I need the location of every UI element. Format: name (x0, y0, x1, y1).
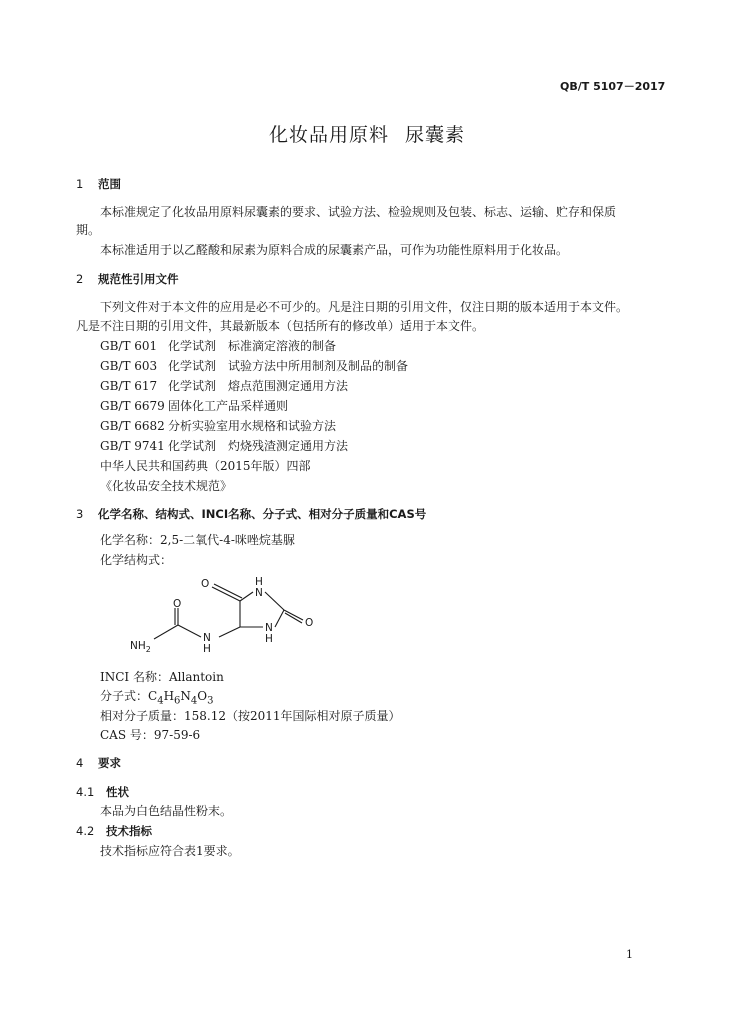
atom-o-top: O (201, 578, 210, 590)
chemical-name: 化学名称：2,5-二氧代-4-咪唑烷基脲 (100, 533, 295, 547)
atom-n-top: N (255, 587, 263, 599)
reference-title: 化学试剂 试验方法中所用制剂及制品的制备 (168, 359, 409, 373)
inci-label: INCI 名称： (100, 670, 169, 684)
formula-c-sub: 4 (157, 695, 164, 707)
atom-h-bottom: H (265, 633, 273, 645)
section-4-1-title: 性状 (106, 785, 129, 799)
reference-title: 化学试剂 灼烧残渣测定通用方法 (168, 439, 349, 453)
atom-o-chain: O (173, 598, 182, 610)
reference-item (100, 378, 348, 394)
bond (240, 592, 253, 601)
section-4-title: 要求 (98, 756, 121, 770)
atom-h-chain: H (203, 643, 211, 655)
page-number: 1 (626, 948, 633, 961)
formula-h: H (163, 689, 175, 703)
reference-title: 分析实验室用水规格和试验方法 (168, 419, 337, 433)
inci-value: Allantoin (168, 670, 224, 684)
atom-nh2 (130, 640, 151, 654)
reference-item (100, 418, 336, 434)
atom-h-top: H (255, 576, 263, 588)
section-2-intro-line-1: 下列文件对于本文件的应用是必不可少的。凡是注日期的引用文件，仅注日期的版本适用于本文件。 (100, 300, 629, 314)
atom-nh2-subscript: 2 (145, 645, 151, 654)
cas-number: CAS 号：97-59-6 (100, 728, 201, 742)
bond (178, 625, 201, 637)
reference-title: 化学试剂 熔点范围测定通用方法 (168, 379, 349, 393)
bond (275, 610, 284, 627)
bond (265, 592, 284, 610)
bond (154, 625, 178, 639)
section-3-number: 3 (76, 507, 84, 521)
standard-code: QB/T 5107－2017 (560, 80, 666, 93)
reference-code: GB/T 601 (100, 339, 158, 353)
section-4-2-text: 技术指标应符合表1要求。 (100, 844, 240, 858)
atom-n-bottom: N (265, 622, 273, 634)
section-4-1-heading (76, 784, 129, 800)
section-4-2-title: 技术指标 (106, 824, 152, 838)
section-4-2-heading (76, 823, 152, 839)
reference-code: GB/T 603 (100, 359, 158, 373)
document-title (0, 120, 734, 147)
formula-n-sub: 4 (190, 695, 198, 707)
section-4-2-number: 4.2 (76, 824, 95, 838)
formula-o-sub: 3 (207, 695, 214, 707)
section-1-para-2: 本标准适用于以乙醛酸和尿素为原料合成的尿囊素产品，可作为功能性原料用于化妆品。 (100, 243, 569, 257)
formula-o: O (197, 689, 208, 703)
inci-name (100, 669, 224, 685)
reference-item (100, 398, 288, 414)
bond (212, 587, 240, 601)
formula-h-sub: 6 (174, 695, 181, 707)
section-1-para-1-line-1: 本标准规定了化妆品用原料尿囊素的要求、试验方法、检验规则及包装、标志、运输、贮存和保质 (100, 205, 617, 219)
reference-code: GB/T 6682 (100, 419, 165, 433)
molecular-weight: 相对分子质量：158.12（按2011年国际相对原子质量） (100, 709, 401, 723)
atom-o-right: O (305, 617, 314, 629)
section-1-heading (76, 176, 121, 192)
section-3-title: 化学名称、结构式、INCI名称、分子式、相对分子质量和CAS号 (98, 507, 427, 521)
section-2-number: 2 (76, 272, 84, 286)
formula-c: C (148, 689, 158, 703)
section-2-title: 规范性引用文件 (98, 272, 179, 286)
formula-n: N (180, 689, 191, 703)
section-1-para-1-line-2: 期。 (76, 223, 101, 237)
reference-code: GB/T 9741 (100, 439, 165, 453)
atom-nh2-nh: NH (130, 640, 146, 652)
section-4-heading (76, 755, 121, 771)
structure-label: 化学结构式： (100, 553, 173, 567)
reference-title: 化学试剂 标准滴定溶液的制备 (168, 339, 337, 353)
section-4-number: 4 (76, 756, 84, 770)
reference-code: GB/T 617 (100, 379, 158, 393)
section-4-1-number: 4.1 (76, 785, 95, 799)
reference-item (100, 338, 336, 354)
formula-label: 分子式： (100, 689, 149, 703)
reference-pharmacopoeia: 中华人民共和国药典（2015年版）四部 (100, 459, 311, 473)
section-2-heading (76, 271, 179, 287)
reference-code: GB/T 6679 (100, 399, 165, 413)
title-part-1: 化妆品用原料 (268, 124, 389, 146)
structure-bonds (154, 584, 303, 639)
allantoin-structure-diagram (100, 565, 360, 670)
reference-safety-spec: 《化妆品安全技术规范》 (100, 479, 233, 493)
section-2-intro-line-2: 凡是不注日期的引用文件，其最新版本（包括所有的修改单）适用于本文件。 (76, 319, 485, 333)
molecular-formula (100, 688, 214, 709)
section-4-1-text: 本品为白色结晶性粉末。 (100, 804, 233, 818)
reference-item (100, 438, 348, 454)
section-1-title: 范围 (98, 177, 121, 191)
bond (214, 584, 242, 598)
title-part-2: 尿囊素 (405, 124, 466, 146)
section-1-number: 1 (76, 177, 84, 191)
bond (219, 627, 240, 637)
reference-title: 固体化工产品采样通则 (168, 399, 289, 413)
section-3-heading (76, 506, 426, 522)
atom-n-chain: N (203, 632, 211, 644)
reference-item (100, 358, 408, 374)
